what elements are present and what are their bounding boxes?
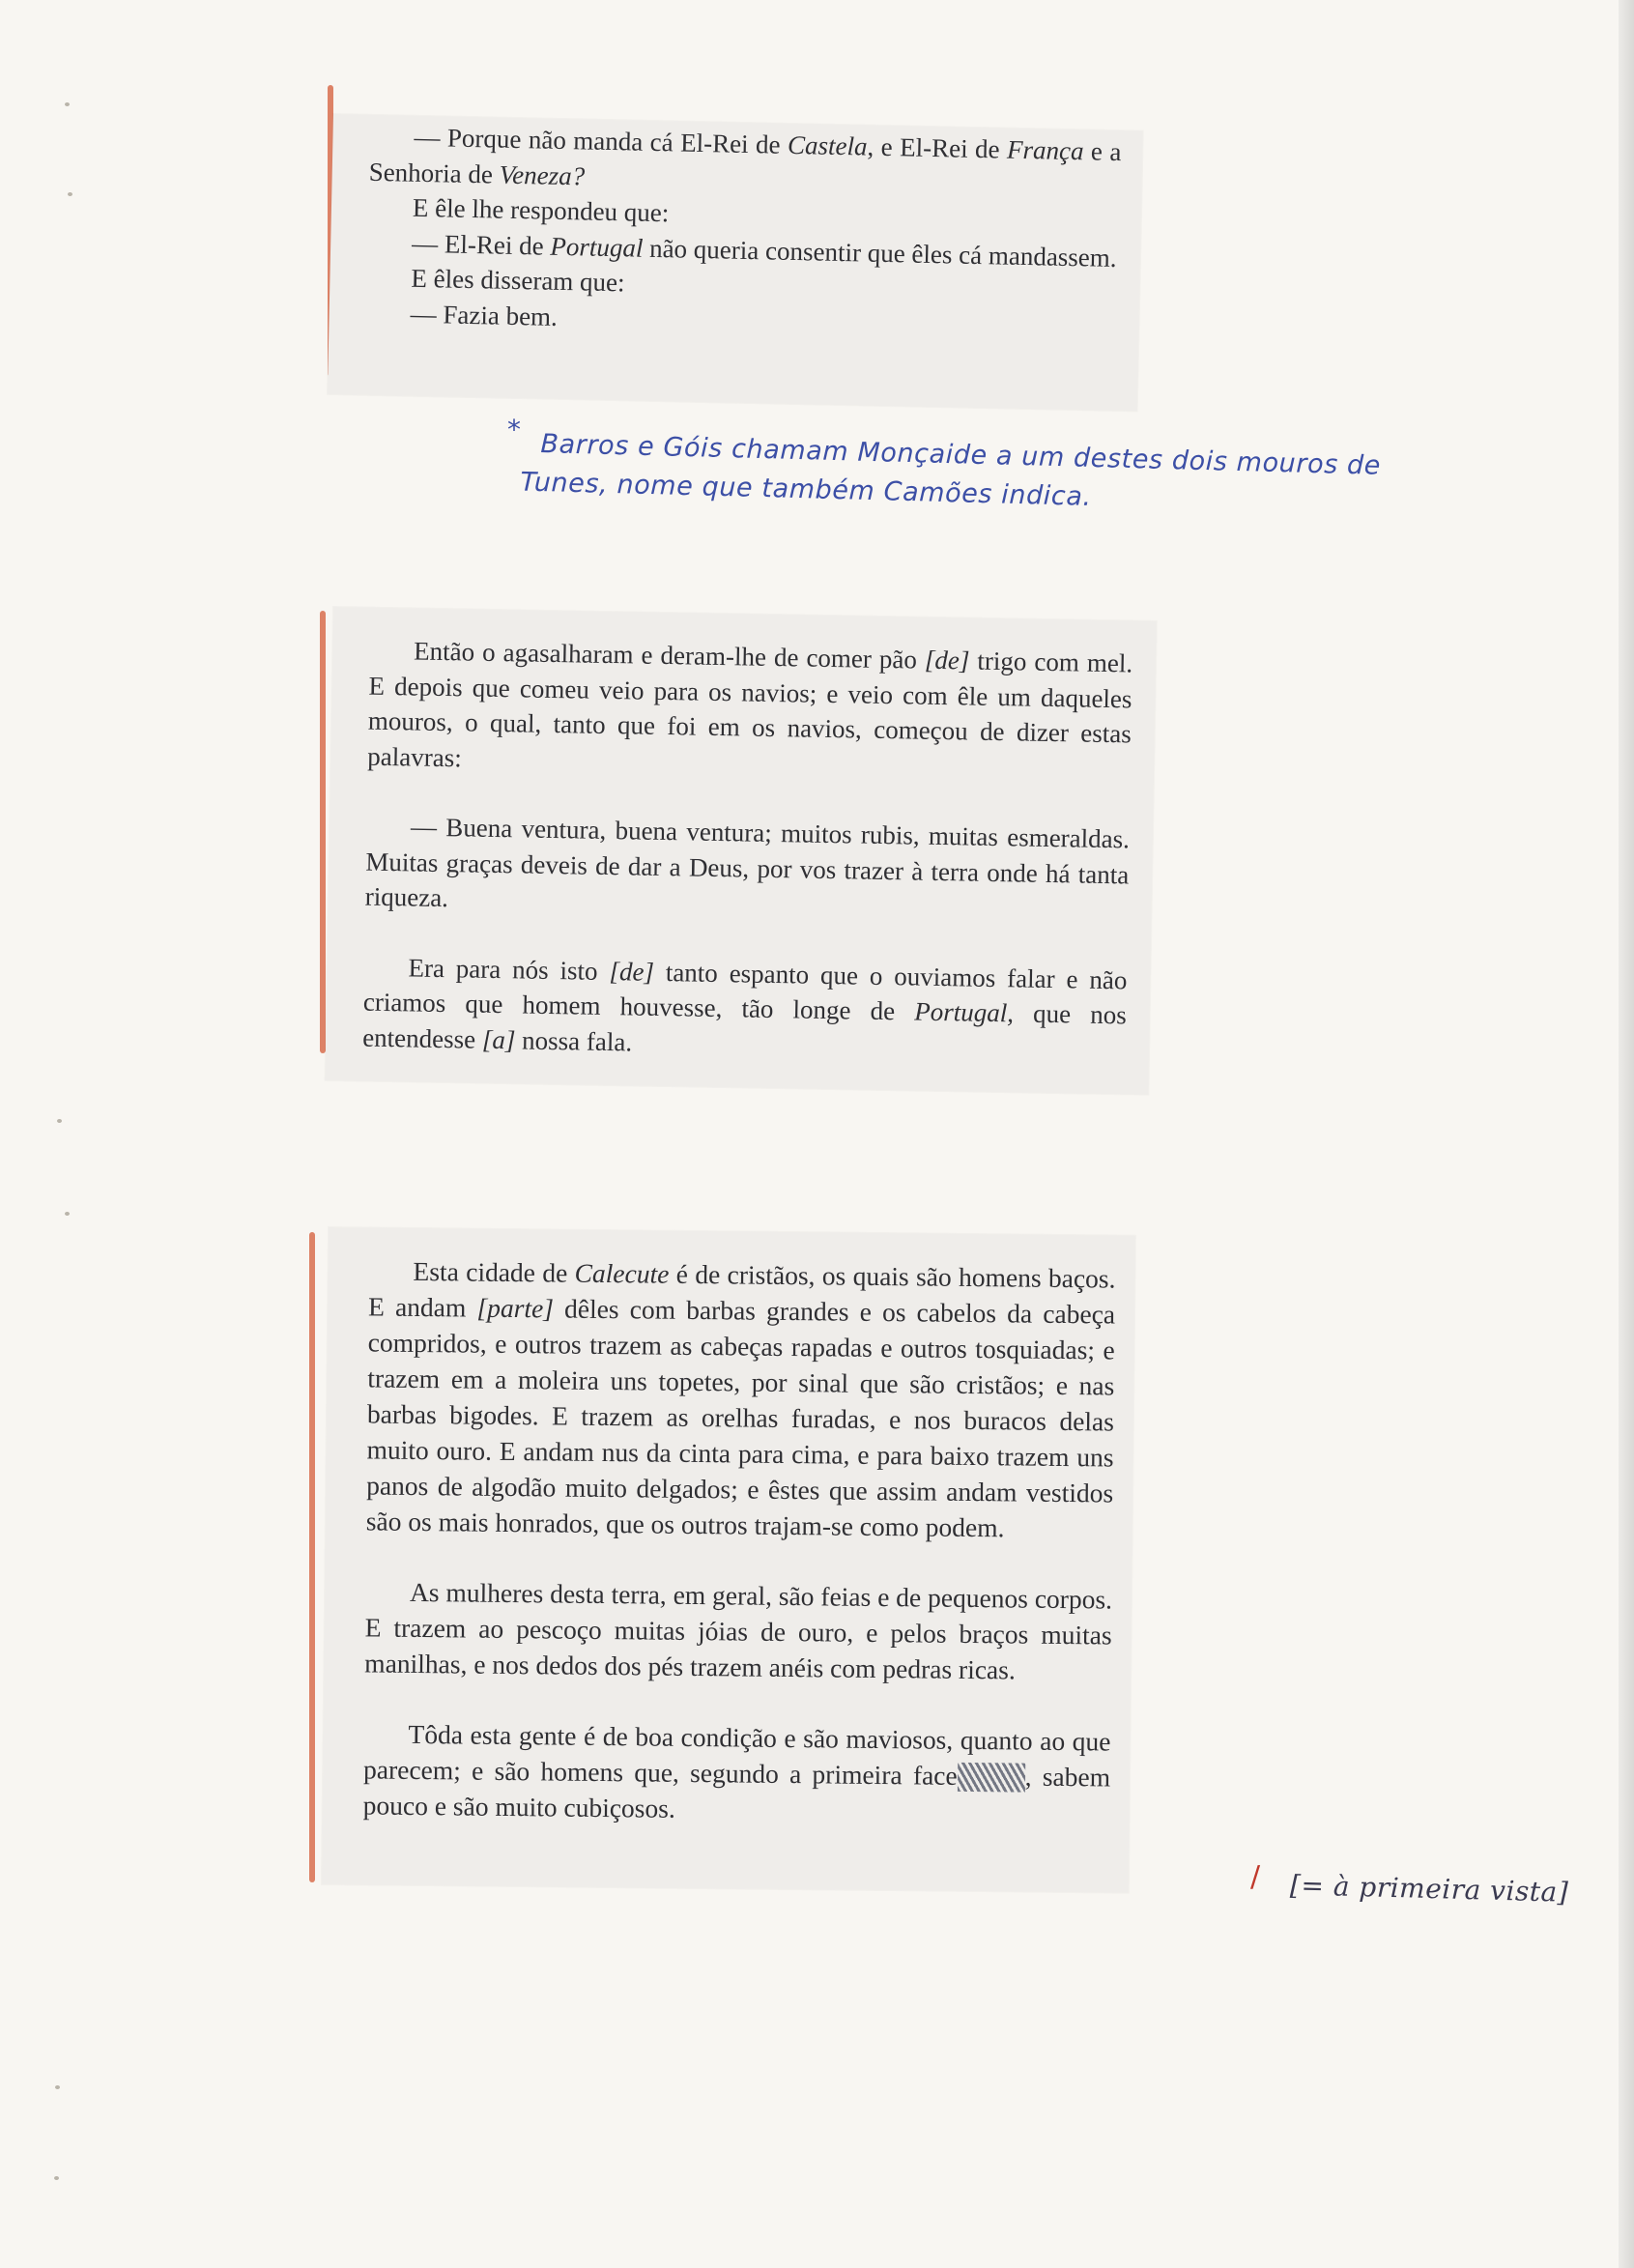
paper-speck [65, 102, 70, 106]
clipping-dialogue [328, 114, 1143, 411]
paragraph: As mulheres desta terra, em geral, são feias e de pequenos corpos. E trazem ao pescoço muitas jóias de ouro, e pelos braços muitas manilhas, e nos dedos dos pés trazem anéis com pedras ricas. [364, 1576, 1113, 1685]
page-edge [1619, 0, 1634, 2268]
red-pencil-line [320, 611, 326, 1053]
text-line: — El-Rei de Portugal não queria consentir que êles cá mandassem. [411, 228, 1117, 273]
note-line: Tunes, nome que também Camões indica. [520, 467, 1093, 512]
paragraph: — Buena ventura, buena ventura; muitos rubis, muitas esmeraldas. Muitas graças deveis de dar a Deus, por vos trazer à terra onde há tanta riqueza. [364, 812, 1131, 913]
text-line: E êles disseram que: [411, 263, 625, 298]
text-line: E êle lhe respondeu que: [412, 192, 670, 228]
paper-speck [57, 1119, 62, 1123]
crossed-out-word [958, 1763, 1025, 1793]
text-line: — Fazia bem. [410, 299, 559, 331]
paragraph: Então o agasalharam e deram-lhe de comer pão [de] trigo com mel. E depois que comeu veio para os navios; e veio com êle um daqueles mouros, o qual, tanto que foi em os navios, começou de dizer estas palavras: [367, 636, 1133, 772]
paper-speck [54, 2176, 59, 2180]
margin-note: [= à primeira vista] [1289, 1869, 1569, 1909]
red-pencil-line [309, 1232, 315, 1882]
clipping-arrival [325, 607, 1156, 1095]
text-line: — Porque não manda cá El-Rei de Castela, e El-Rei de França e a Senhoria de Veneza? [368, 122, 1122, 190]
asterisk-mark: * [507, 414, 521, 445]
note-line: Barros e Góis chamam Monçaide a um destes dois mouros de [540, 428, 1382, 481]
paragraph: Esta cidade de Calecute é de cristãos, os quais são homens baços. E andam [parte] dêles com barbas grandes e os cabelos da cabeça compridos, e outros trazem as cabeças rapadas e outros tosquiadas; e trazem em a moleira uns topetes, por sinal que são cristãos; e nas barbas bigodes. E trazem as orelhas furadas, e nos buracos delas muito ouro. E andam nus da cinta para cima, e para baixo trazem uns panos de algodão muito delgados; e êstes que assim andam vestidos são os mais honrados, que os outros trajam-se como podem. [365, 1255, 1116, 1543]
paper-speck [55, 2085, 60, 2089]
paper-speck [68, 192, 72, 196]
paragraph: Era para nós isto [de] tanto espanto que o ouviamos falar e não criamos que homem houvesse, tão longe de Portugal, que nos entendesse [a] nossa fala. [361, 952, 1128, 1056]
clipping-calecute [322, 1227, 1135, 1893]
paper-speck [65, 1212, 70, 1216]
paragraph: Tôda esta gente é de boa condição e são maviosos, quanto ao que parecem; e são homens que, segundo a primeira face , sabem pouco e são muito cubiçosos. [362, 1718, 1111, 1823]
red-tick-mark: ∕ [1250, 1860, 1261, 1894]
